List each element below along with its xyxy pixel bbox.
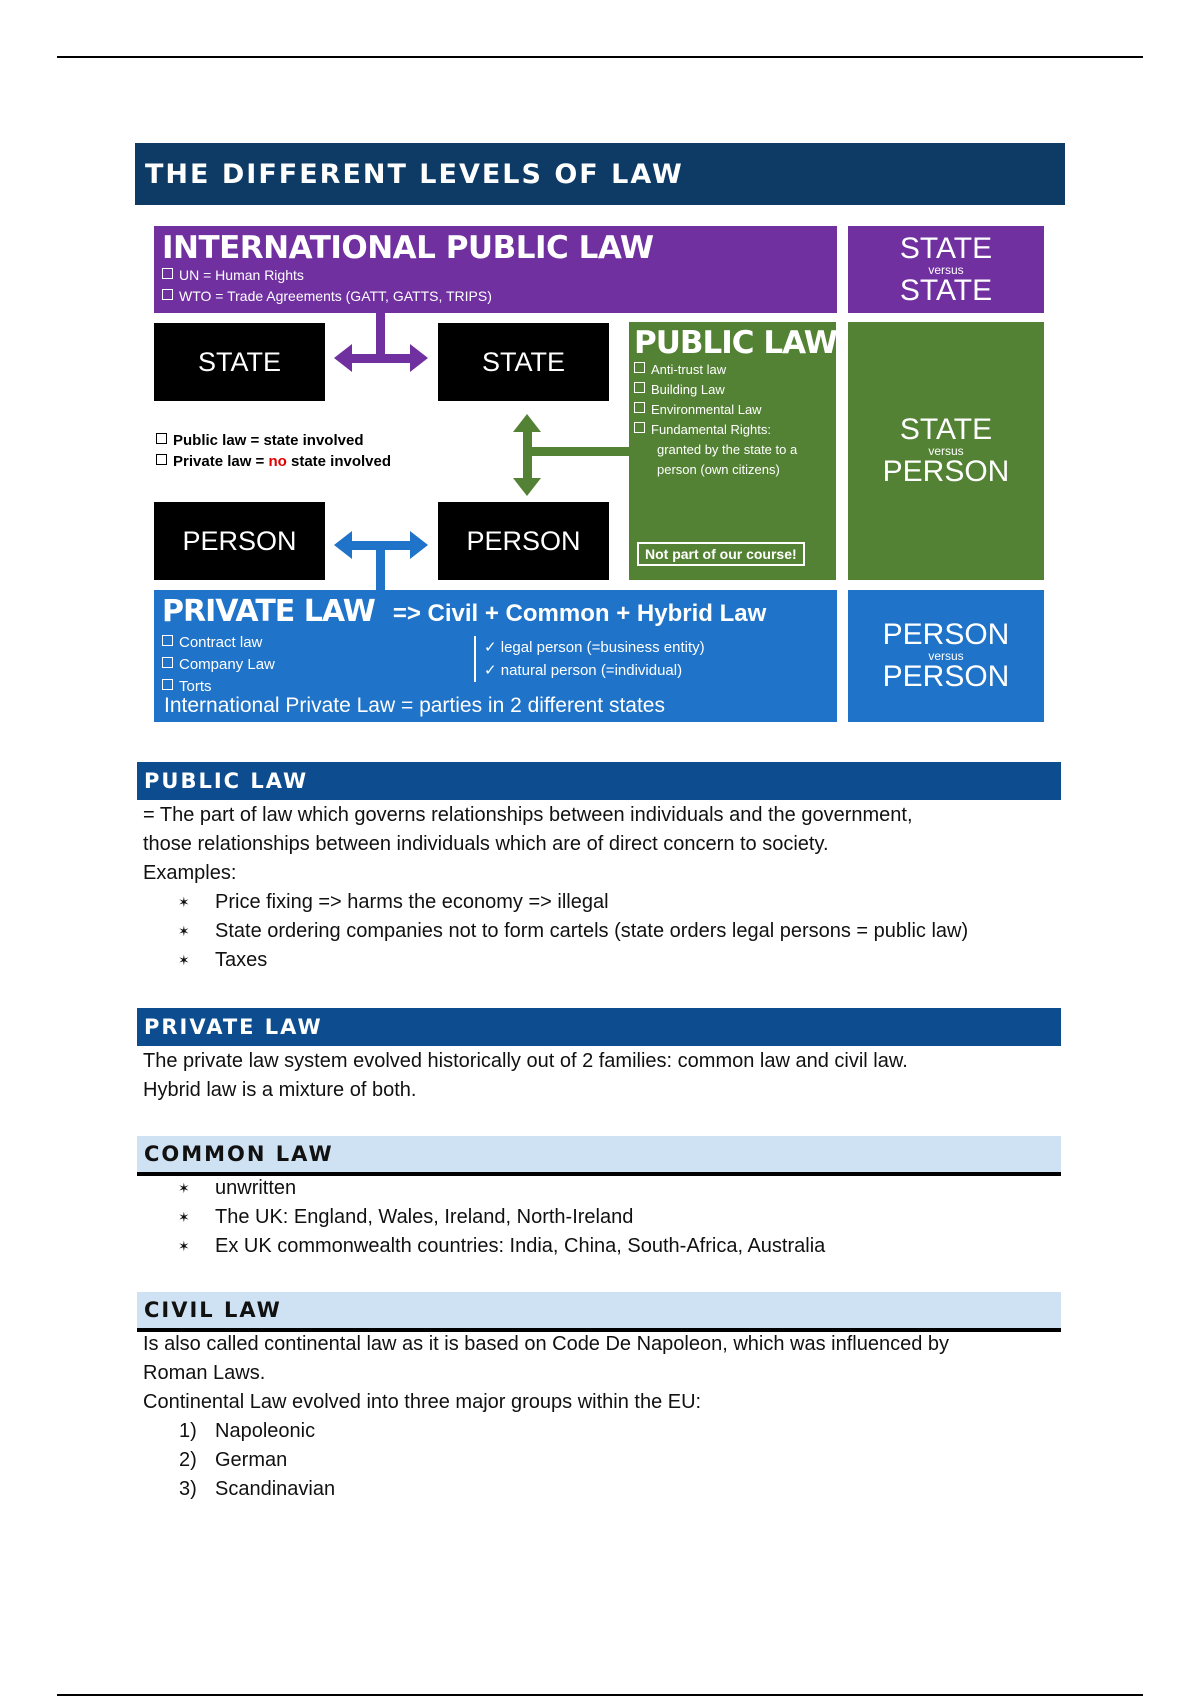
state-state-arrow — [334, 313, 428, 372]
international-public-law-heading: INTERNATIONAL PUBLIC LAW — [162, 230, 654, 266]
person-versus-person-box — [848, 590, 1044, 722]
checkbox-square-icon — [162, 657, 173, 668]
checkbox-square-icon — [634, 382, 645, 393]
list-item-detail: granted by the state to a person (own citizens) — [657, 442, 798, 477]
checkbox-square-icon — [162, 635, 173, 646]
list-item: Fundamental Rights: — [634, 420, 831, 440]
paragraph-line: The private law system evolved historically out of 2 families: common law and civil law. — [143, 1050, 908, 1072]
paragraph-line: Continental Law evolved into three major groups within the EU: — [143, 1391, 702, 1413]
side-versus-label: versus — [928, 649, 964, 663]
side-bottom-label: STATE — [899, 273, 993, 307]
checkbox-square-icon — [162, 268, 173, 279]
private-law-body — [143, 1047, 1063, 1105]
page-title: THE DIFFERENT LEVELS OF LAW — [135, 143, 1065, 205]
paragraph-line: Is also called continental law as it is based on Code De Napoleon, which was influenced by — [143, 1333, 950, 1355]
checkbox-square-icon — [634, 362, 645, 373]
checkbox-square-icon — [162, 679, 173, 690]
civil-law-body — [143, 1330, 1063, 1504]
paragraph-line: Examples: — [143, 862, 237, 884]
list-item: ✶ State ordering companies not to form cartels (state orders legal persons = public law) — [143, 917, 1063, 946]
list-item: ✓ natural person (=individual) — [484, 662, 683, 679]
side-versus-label: versus — [928, 444, 964, 458]
state-box-right: STATE — [438, 323, 609, 401]
private-law-heading: PRIVATE LAW — [137, 1008, 1061, 1046]
list-item: ✶ Ex UK commonwealth countries: India, China, South-Africa, Australia — [143, 1232, 1063, 1261]
state-person-arrow — [513, 414, 629, 496]
list-item: 1) Napoleonic — [179, 1420, 316, 1442]
common-law-body — [143, 1174, 1063, 1261]
list-item: Environmental Law — [634, 400, 831, 420]
list-item: ✶ Taxes — [143, 946, 1063, 975]
public-law-heading: PUBLIC LAW — [137, 762, 1061, 800]
person-types-list — [474, 636, 705, 682]
list-item: Building Law — [634, 380, 831, 400]
list-item: ✶ The UK: England, Wales, Ireland, North-Ireland — [143, 1203, 1063, 1232]
list-item: ✶ unwritten — [143, 1174, 1063, 1203]
list-item: Company Law — [162, 654, 829, 676]
public-law-examples — [143, 888, 1063, 975]
civil-law-heading: CIVIL LAW — [137, 1292, 1061, 1332]
list-item: 2) German — [179, 1449, 288, 1471]
state-versus-state-box — [848, 226, 1044, 313]
list-item: Contract law — [162, 632, 829, 654]
public-law-body — [143, 801, 1063, 975]
paragraph-line: = The part of law which governs relationships between individuals and the government, — [143, 804, 913, 826]
side-top-label: STATE — [899, 231, 993, 265]
checkbox-square-icon — [162, 289, 173, 300]
paragraph-line: those relationships between individuals which are of direct concern to society. — [143, 833, 829, 855]
checkbox-square-icon — [634, 402, 645, 413]
diagram-legend: Public law = state involved Private law = no state involved — [156, 430, 391, 472]
list-item: ✓ legal person (=business entity) — [484, 639, 705, 656]
international-public-law-box — [154, 226, 837, 313]
side-bottom-label: PERSON — [882, 660, 1010, 693]
checkbox-square-icon — [156, 433, 167, 444]
checkmark-icon: ✓ — [484, 639, 501, 656]
levels-of-law-diagram — [0, 0, 1200, 740]
side-bottom-label: PERSON — [882, 455, 1010, 488]
person-box-right: PERSON — [438, 502, 609, 580]
person-person-arrow — [334, 531, 428, 591]
side-top-label: STATE — [899, 413, 993, 446]
state-versus-person-box — [848, 322, 1044, 580]
state-box-left: STATE — [154, 323, 325, 401]
private-law-subheading: => Civil + Common + Hybrid Law — [392, 600, 767, 627]
paragraph-line: Hybrid law is a mixture of both. — [143, 1079, 417, 1101]
side-versus-label: versus — [928, 262, 964, 277]
bottom-rule — [57, 1694, 1143, 1696]
common-law-heading: COMMON LAW — [137, 1136, 1061, 1176]
list-item: ✶ Price fixing => harms the economy => illegal — [143, 888, 1063, 917]
side-top-label: PERSON — [882, 618, 1010, 651]
private-law-box — [154, 590, 837, 722]
checkbox-square-icon — [156, 454, 167, 465]
list-item: UN = Human Rights — [162, 265, 829, 286]
list-item: Anti-trust law — [634, 360, 831, 380]
public-law-box-heading: PUBLIC LAW — [634, 325, 837, 361]
person-box-left: PERSON — [154, 502, 325, 580]
checkmark-icon: ✓ — [484, 662, 501, 679]
private-law-box-heading: PRIVATE LAW => Civil + Common + Hybrid Law — [162, 594, 767, 629]
civil-law-groups — [143, 1417, 1063, 1504]
public-law-box — [629, 322, 836, 580]
list-item: Torts — [162, 676, 829, 698]
list-item: WTO = Trade Agreements (GATT, GATTS, TRIPS) — [162, 286, 829, 307]
not-part-of-course-badge: Not part of our course! — [637, 542, 805, 566]
paragraph-line: Roman Laws. — [143, 1362, 266, 1384]
checkbox-square-icon — [634, 422, 645, 433]
private-law-footer: International Private Law = parties in 2 different states — [164, 694, 665, 717]
list-item: 3) Scandinavian — [179, 1478, 336, 1500]
common-law-list — [143, 1174, 1063, 1261]
